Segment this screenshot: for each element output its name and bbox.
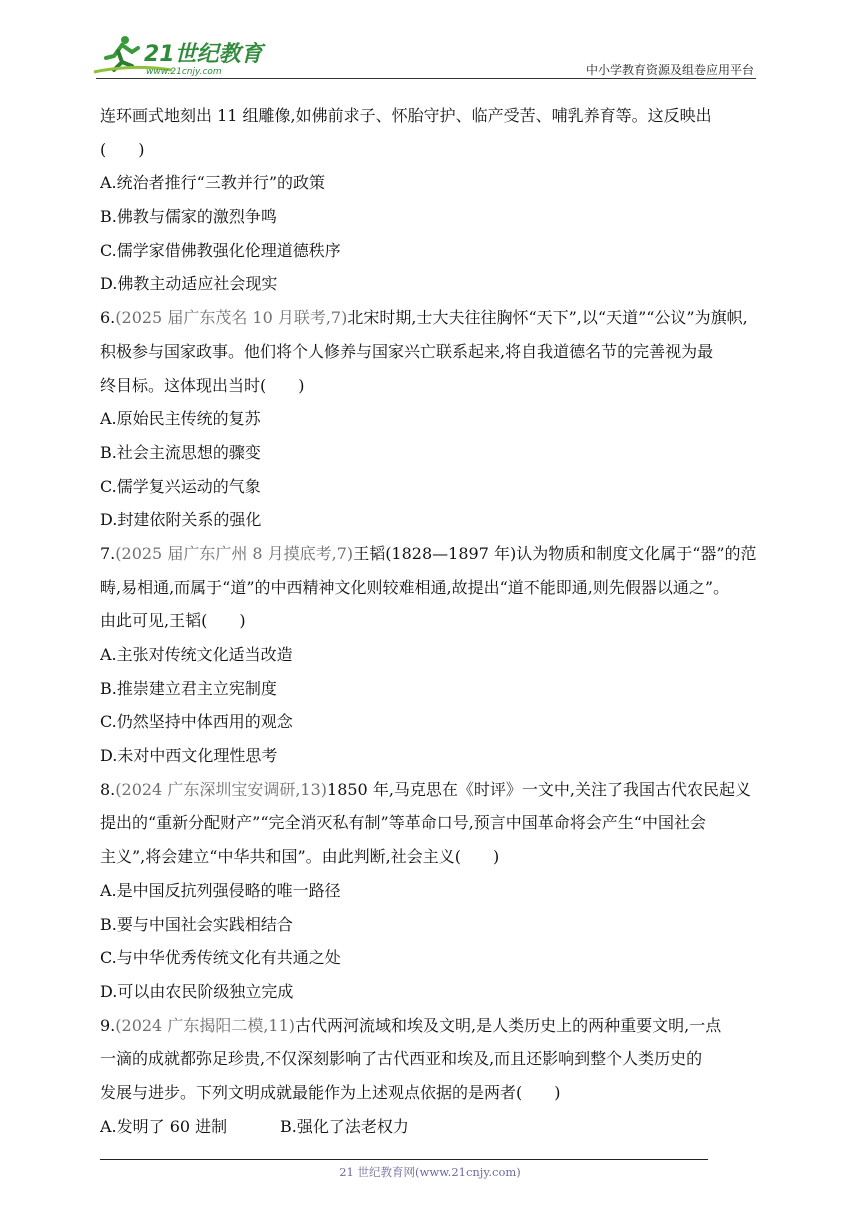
q5-option-d: D.佛教主动适应社会现实 — [100, 274, 278, 294]
q5-option-c: C.儒学家借佛教强化伦理道德秩序 — [100, 240, 341, 260]
q8-source: (2024 广东深圳宝安调研,13) — [115, 779, 328, 799]
q9-number: 9. — [100, 1015, 116, 1035]
q9-options-row — [100, 1110, 764, 1144]
q8-option-b: B.要与中国社会实践相结合 — [100, 914, 293, 934]
q7-number: 7. — [100, 543, 116, 563]
q6-text: 北宋时期,士大夫往往胸怀“天下”,以“天道”“公议”为旗帜, — [347, 308, 748, 328]
q7-source: (2025 届广东广州 8 月摸底考,7) — [115, 543, 354, 563]
q5-stem-line-1: 连环画式地刻出 11 组雕像,如佛前求子、怀胎守护、临产受苦、哺乳养育等。这反映出 — [100, 106, 712, 125]
q6-option-d: D.封建依附关系的强化 — [100, 510, 262, 530]
q9-option-b: B.强化了法老权力 — [280, 1116, 409, 1136]
platform-name: 中小学教育资源及组卷应用平台 — [585, 63, 754, 77]
q7-option-b: B.推崇建立君主立宪制度 — [100, 678, 277, 698]
q6-stem-line-1 — [100, 301, 764, 335]
q5-stem-line-2: ( ) — [100, 139, 145, 159]
q9-source: (2024 广东揭阳二模,11) — [115, 1015, 296, 1035]
footer-divider — [100, 1159, 708, 1160]
q6-stem-line-2: 积极参与国家政事。他们将个人修养与国家兴亡联系起来,将自我道德名节的完善视为最 — [100, 341, 714, 361]
q7-option-d: D.未对中西文化理性思考 — [100, 746, 278, 766]
q5-option-b: B.佛教与儒家的激烈争鸣 — [100, 207, 277, 227]
q7-stem-line-1 — [100, 537, 764, 571]
page-header — [0, 0, 860, 90]
q7-stem-line-2: 畴,易相通,而属于“道”的中西精神文化则较难相通,故提出“道不能即通,则先假器以通之”。 — [100, 577, 730, 597]
q8-stem-line-1 — [100, 773, 764, 807]
q9-text: 古代两河流域和埃及文明,是人类历史上的两种重要文明,一点 — [295, 1015, 722, 1035]
q8-option-a: A.是中国反抗列强侵略的唯一路径 — [100, 880, 341, 900]
q7-option-a: A.主张对传统文化适当改造 — [100, 645, 293, 664]
q7-stem-line-3: 由此可见,王韬( ) — [100, 611, 246, 631]
q6-stem-line-3: 终目标。这体现出当时( ) — [100, 375, 305, 395]
question-content — [100, 99, 764, 1143]
q7-option-c: C.仍然坚持中体西用的观念 — [100, 712, 293, 732]
q6-option-c: C.儒学复兴运动的气象 — [100, 476, 261, 496]
q9-stem-line-2: 一滴的成就都弥足珍贵,不仅深刻影响了古代西亚和埃及,而且还影响到整个人类历史的 — [100, 1049, 703, 1069]
q7-text: 王韬(1828—1897 年)认为物质和制度文化属于“器”的范 — [353, 543, 757, 563]
header-divider — [96, 78, 756, 79]
q9-stem-line-3: 发展与进步。下列文明成就最能作为上述观点依据的是两者( ) — [100, 1082, 561, 1102]
q5-option-a: A.统治者推行“三教并行”的政策 — [100, 173, 326, 193]
page-footer: 21 世纪教育网(www.21cnjy.com) — [339, 1165, 521, 1179]
q6-number: 6. — [100, 308, 116, 328]
q9-option-a: A.发明了 60 进制 — [100, 1116, 228, 1136]
logo-url: www.21cnjy.com — [146, 67, 222, 77]
q8-text: 1850 年,马克思在《时评》一文中,关注了我国古代农民起义 — [327, 779, 751, 799]
q8-option-d: D.可以由农民阶级独立完成 — [100, 981, 294, 1001]
q6-option-b: B.社会主流思想的骤变 — [100, 442, 261, 462]
q6-option-a: A.原始民主传统的复苏 — [100, 409, 261, 429]
q6-source: (2025 届广东茂名 10 月联考,7) — [115, 308, 348, 328]
q8-stem-line-3: 主义”,将会建立“中华共和国”。由此判断,社会主义( ) — [100, 847, 500, 867]
q8-option-c: C.与中华优秀传统文化有共通之处 — [100, 948, 341, 968]
q9-stem-line-1 — [100, 1009, 764, 1043]
q8-stem-line-2: 提出的“重新分配财产”“完全消灭私有制”等革命口号,预言中国革命将会产生“中国社会 — [100, 813, 706, 833]
logo — [92, 34, 267, 78]
logo-text: 21世纪教育 — [144, 42, 263, 67]
q8-number: 8. — [100, 779, 116, 799]
